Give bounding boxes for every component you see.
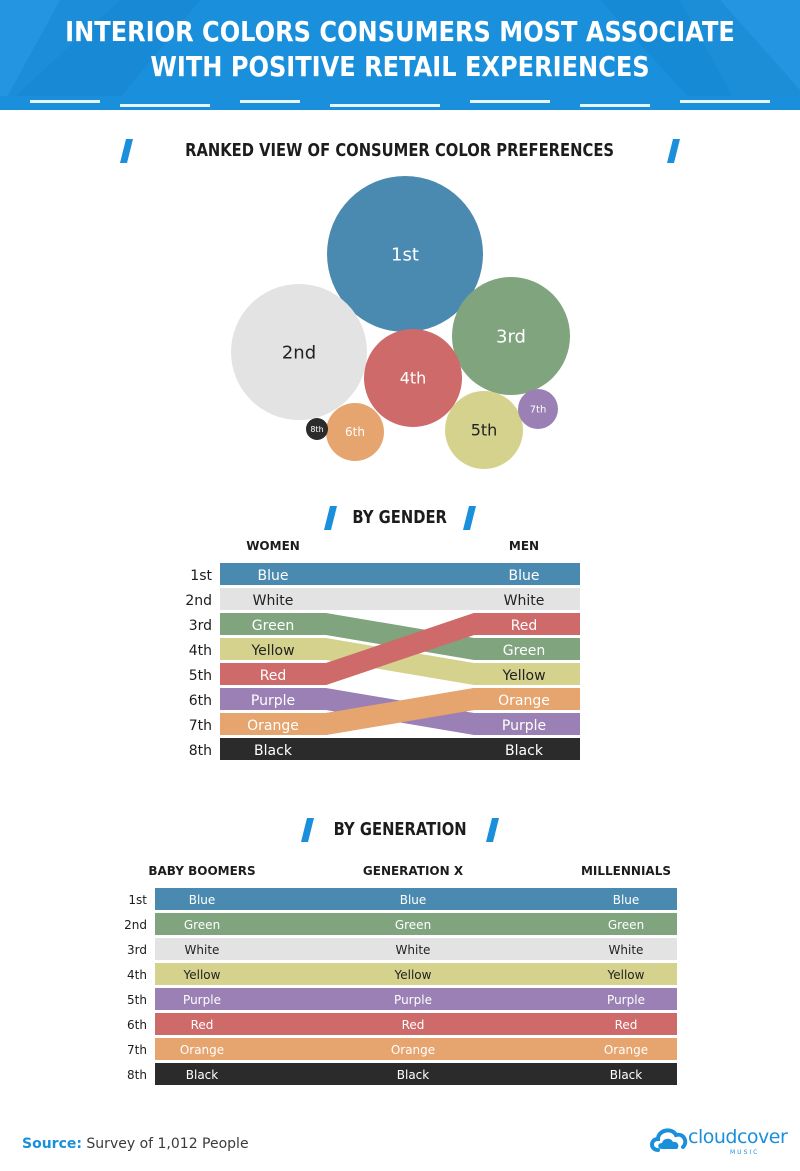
women-rank-label: Purple <box>250 693 296 709</box>
rank-label: 2nd <box>124 918 147 932</box>
generation-cell-label: Orange <box>603 1043 649 1057</box>
rank-label: 4th <box>188 643 212 659</box>
generation-cell-label: Black <box>185 1068 219 1082</box>
generation-cell-label: Black <box>396 1068 430 1082</box>
generation-cell-label: White <box>608 943 644 957</box>
generation-cell-label: Blue <box>188 893 216 907</box>
men-rank-label: Red <box>510 618 538 634</box>
women-rank-label: Yellow <box>251 643 295 659</box>
generation-cell-label: White <box>395 943 431 957</box>
column-header-1: GENERATION X <box>362 864 464 878</box>
generation-cell-label: Black <box>609 1068 643 1082</box>
rank-label: 8th <box>127 1068 147 1082</box>
women-rank-label: White <box>252 593 294 609</box>
generation-section-heading <box>0 818 800 842</box>
men-rank-label: Blue <box>508 568 540 584</box>
rank-label: 6th <box>127 1018 147 1032</box>
bubble-label: 7th <box>529 404 547 416</box>
generation-cell-label: Red <box>401 1018 425 1032</box>
bubble-label: 8th <box>310 424 324 434</box>
column-header-2: MILLENNIALS <box>580 864 672 878</box>
column-header-women: WOMEN <box>246 539 300 553</box>
rank-label: 1st <box>190 568 212 584</box>
rank-label: 3rd <box>127 943 147 957</box>
generation-cell-label: Purple <box>607 993 645 1007</box>
column-header-men: MEN <box>508 539 540 553</box>
logo-subtext: MUSIC <box>730 1149 760 1156</box>
women-rank-label: Black <box>254 743 292 759</box>
rank-label: 2nd <box>185 593 212 609</box>
generation-chart-title: BY GENERATION <box>333 819 467 840</box>
source-text: Survey of 1,012 People <box>86 1136 249 1152</box>
slash-decoration <box>667 139 680 163</box>
generation-chart <box>0 855 800 1095</box>
cloudcover-logo <box>648 1120 798 1160</box>
generation-cell-label: Yellow <box>607 968 645 982</box>
generation-cell-label: Purple <box>394 993 432 1007</box>
title-line-2: WITH POSITIVE RETAIL EXPERIENCES <box>150 50 650 83</box>
rank-label: 1st <box>128 893 147 907</box>
generation-cell-label: Purple <box>183 993 221 1007</box>
generation-cell-label: Green <box>607 918 645 932</box>
rank-label: 7th <box>188 718 212 734</box>
women-rank-label: Blue <box>257 568 289 584</box>
bubble-section-heading <box>0 139 800 163</box>
header-banner <box>0 0 800 110</box>
slash-decoration <box>486 818 499 842</box>
men-rank-label: Green <box>502 643 546 659</box>
men-rank-label: Orange <box>498 693 550 709</box>
column-header-0: BABY BOOMERS <box>148 864 256 878</box>
women-rank-label: Red <box>259 668 287 684</box>
men-rank-label: White <box>503 593 545 609</box>
rank-label: 5th <box>127 993 147 1007</box>
gender-chart <box>0 535 800 770</box>
men-rank-label: Yellow <box>502 668 546 684</box>
rank-label: 5th <box>188 668 212 684</box>
women-rank-label: Green <box>251 618 295 634</box>
rank-label: 4th <box>127 968 147 982</box>
source-note <box>22 1136 249 1152</box>
bubble-chart-title: RANKED VIEW OF CONSUMER COLOR PREFERENCES <box>185 140 615 161</box>
bubble-label: 4th <box>399 368 427 388</box>
generation-cell-label: Green <box>183 918 221 932</box>
rank-label: 3rd <box>188 618 212 634</box>
generation-cell-label: Red <box>190 1018 214 1032</box>
gender-chart-title: BY GENDER <box>352 507 448 528</box>
generation-cell-label: Orange <box>390 1043 436 1057</box>
gender-section-heading <box>0 506 800 530</box>
women-rank-label: Orange <box>247 718 299 734</box>
bubble-label: 1st <box>391 244 419 266</box>
rank-label: 7th <box>127 1043 147 1057</box>
page-title <box>56 14 744 84</box>
bubble-chart <box>0 175 800 475</box>
cloud-icon <box>648 1122 692 1158</box>
generation-cell-label: White <box>184 943 220 957</box>
men-rank-label: Black <box>505 743 543 759</box>
generation-cell-label: Blue <box>612 893 640 907</box>
bubble-label: 2nd <box>281 342 317 364</box>
bubble-label: 5th <box>470 420 498 440</box>
slash-decoration <box>120 139 133 163</box>
generation-cell-label: Red <box>614 1018 638 1032</box>
source-label: Source: <box>22 1136 82 1152</box>
slash-decoration <box>463 506 476 530</box>
generation-cell-label: Yellow <box>394 968 432 982</box>
men-rank-label: Purple <box>501 718 547 734</box>
generation-cell-label: Blue <box>399 893 427 907</box>
slash-decoration <box>324 506 337 530</box>
generation-cell-label: Green <box>394 918 432 932</box>
rank-label: 6th <box>188 693 212 709</box>
generation-cell-label: Yellow <box>183 968 221 982</box>
bubble-label: 6th <box>345 425 365 440</box>
slash-decoration <box>301 818 314 842</box>
title-line-1: INTERIOR COLORS CONSUMERS MOST ASSOCIATE <box>65 15 735 48</box>
logo-text: cloudcover <box>688 1126 788 1148</box>
rank-label: 8th <box>188 743 212 759</box>
bubble-label: 3rd <box>496 326 526 348</box>
generation-cell-label: Orange <box>179 1043 225 1057</box>
